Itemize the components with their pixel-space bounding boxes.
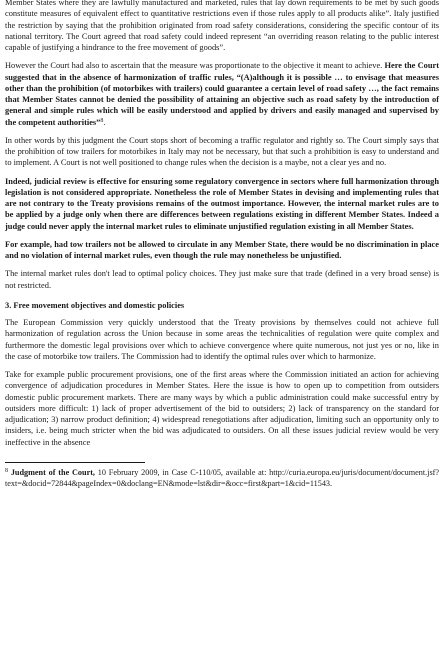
footnote-title: Judgment of the Court, [10,467,95,477]
section-heading: 3. Free movement objectives and domestic policies [5,300,185,310]
footnote-divider [5,462,145,463]
paragraph-internal-market-rules: The internal market rules don't lead to optimal policy choices. They just make sure that trade (defined in a very broad sense) is not restricted. [5,269,439,290]
paragraph-judicial-review: Indeed, judicial review is effective for ensuring some regulatory convergence in sectors where full harmonization through legislation is not considered appropriate. Nonetheless the role of Member States in devising and implementing rules that are not contrary to the Treaty provisions remains of the outmost importance. However, the internal market rules are to be applied by a judge only when there are differences between regulations existing in different Member States. Indeed a judge could never apply the internal market rules to eliminate unjustified regulation existing in all Member States. [5,176,439,231]
footnote-reference[interactable]: 8 [100,117,104,124]
footnote [5,467,439,489]
paragraph-european-commission: The European Commission very quickly understood that the Treaty provisions by themselves could not achieve full harmonization of regulation across the Union because in some areas the technicalities of regulation were quite complex and furthermore the domestic legal provisions over which to achieve convergence where quite numerous, not just yes or no, like in the case of motorbike tow trailers. The Commission had to identify the optimal rules over which to harmonize. [5,318,439,361]
footnote-text[interactable]: 10 February 2009, in Case C-110/05, available at: http://curia.europa.eu/juris/document/document.jsf?text=&docid=72844&pageIndex=0&doclang=EN&mode=lst&dir=&occ=first&part=1&cid=11543. [5,467,439,488]
paragraph-proportionality-end: . [103,117,106,127]
paragraph-proportionality-intro: However the Court had also to ascertain that the measure was proportionate to the objective it meant to achieve. [5,61,383,71]
paragraph-proportionality-quote: Here the Court suggested that in the absence of harmonization of traffic rules, “(A)although it is possible … to envisage that measures other than the prohibition (of motorbikes with trailers) could guarantee a certain level of road safety …, the fact remains that Member States cannot be denied the possibility of attaining an objective such as road safety by the introduction of general and simple rules which will be easily understood and applied by drivers and easily managed and supervised by the competent authorities” [5,61,440,127]
footnote-mark: 8 [5,467,8,474]
paragraph-in-other-words: In other words by this judgment the Court stops short of becoming a traffic regulator and rightly so. The Court simply says that the prohibition of tow trailers for motorbikes in Italy may not be necessary, but that such a prohibition is easy to understand and to implement. A Court is not well positioned to change rules when the decision is a maybe, not a clear yes and no. [5,135,439,168]
paragraph-public-procurement: Take for example public procurement provisions, one of the first areas where the Commission initiated an action for achieving convergence of adjudication procedures in Member States. Here the issue is how to open up to competition from outsiders domestic public procurement markets. There are many ways by which a public administration could make successful entry by outsiders more difficult: 1) lack of proper advertisement of the bid to outsiders; 2) lack of transparency on the standard for adjudication; 3) narrow product definition; 4) widespread renegotiations after adjudication, limiting such an opportunity only to insiders, i.e. being much stricter when the bid was adjudicated to outsiders. On all these issues judicial review would be very ineffective in the absence [5,370,439,447]
paragraph-proportionality [5,60,439,128]
paragraph-tow-trailers-example: For example, had tow trailers not be allowed to circulate in any Member State, there would be no discrimination in place and no violation of internal market rules, even though the rule may nonetheless be unjustified. [5,239,439,260]
paragraph-member-states: Member States where they are lawfully manufactured and marketed, rules that lay down requirements to be met by such goods constitute measures of equivalent effect to quantitative restrictions even if those rules apply to all products alike”. Italy justified the restriction by saying that the prohibition originated from road safety considerations, considering the specific contour of its national territory. The Court agreed that road safety could indeed represent “an overriding reason relating to the public interest capable of justifying a hindrance to the free movement of goods”. [5,0,439,52]
